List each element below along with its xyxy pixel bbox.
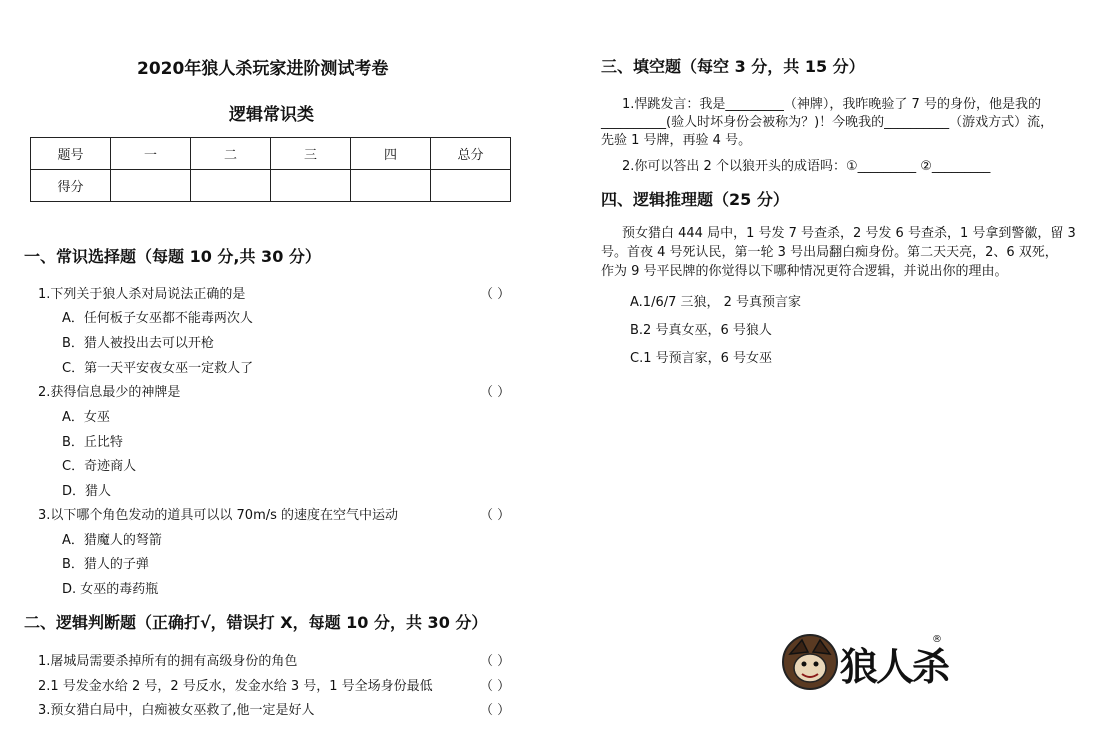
- score-input-cell[interactable]: [431, 170, 511, 202]
- section3-title: 三、填空题（每空 3 分，共 15 分）: [601, 57, 865, 76]
- section2-title: 二、逻辑判断题（正确打√，错误打 X，每题 10 分，共 30 分）: [24, 613, 488, 632]
- fill-question-line: 先验 1 号牌，再验 4 号。: [601, 133, 752, 148]
- option: A．猎魔人的弩箭: [62, 533, 162, 548]
- answer-blank[interactable]: （ ）: [480, 508, 511, 523]
- score-cell: 题号: [31, 138, 111, 170]
- score-cell: 四: [351, 138, 431, 170]
- option: B．丘比特: [62, 435, 123, 450]
- registered-mark: ®: [932, 634, 942, 645]
- exam-title: 2020年狼人杀玩家进阶测试考卷: [137, 59, 389, 79]
- logo-text: 狼人杀: [840, 644, 949, 689]
- exam-subtitle: 逻辑常识类: [229, 105, 314, 125]
- score-cell: 得分: [31, 170, 111, 202]
- option: B．猎人的子弹: [62, 557, 149, 572]
- score-cell: 一: [111, 138, 191, 170]
- judgement-item: 2.1 号发金水给 2 号，2 号反水，发金水给 3 号，1 号全场身份最低: [38, 679, 433, 694]
- answer-blank[interactable]: （ ）: [480, 287, 511, 302]
- answer-blank[interactable]: （ ）: [480, 654, 511, 669]
- option: C．第一天平安夜女巫一定救人了: [62, 361, 254, 376]
- section4-title: 四、逻辑推理题（25 分）: [601, 190, 789, 209]
- score-table: [30, 137, 511, 202]
- option: A．女巫: [62, 410, 110, 425]
- judgement-item: 1.屠城局需要杀掉所有的拥有高级身份的角色: [38, 654, 298, 669]
- fill-question: 2.你可以答出 2 个以狼开头的成语吗：①_________ ②_________: [622, 159, 991, 174]
- question: 1.下列关于狼人杀对局说法正确的是: [38, 287, 246, 302]
- fill-question-line: 1.悍跳发言：我是_________（神牌），我昨晚验了 7 号的身份，他是我的: [622, 97, 1041, 112]
- option: B.2 号真女巫，6 号狼人: [630, 323, 772, 338]
- option: A.1/6/7 三狼， 2 号真预言家: [630, 295, 802, 310]
- answer-blank[interactable]: （ ）: [480, 703, 511, 718]
- fill-question-line: __________(验人时坏身份会被称为？)！今晚我的__________（游戏方式）流，: [601, 115, 1054, 130]
- option: B．猎人被投出去可以开枪: [62, 336, 214, 351]
- question: 2.获得信息最少的神牌是: [38, 385, 181, 400]
- score-cell: 二: [191, 138, 271, 170]
- option: A．任何板子女巫都不能毒两次人: [62, 311, 253, 326]
- option: C．奇迹商人: [62, 459, 137, 474]
- score-table-score-row: [31, 170, 511, 202]
- reasoning-paragraph-line: 预女猎白 444 局中，1 号发 7 号查杀，2 号发 6 号查杀，1 号拿到警徽，留 3: [622, 226, 1076, 241]
- option: D. 女巫的毒药瓶: [62, 582, 159, 597]
- option: D．猎人: [62, 484, 112, 499]
- werewolf-logo: [780, 632, 950, 692]
- score-cell: 总分: [431, 138, 511, 170]
- werewolf-face-icon: [780, 632, 840, 692]
- score-table-header-row: [31, 138, 511, 170]
- answer-blank[interactable]: （ ）: [480, 679, 511, 694]
- question: 3.以下哪个角色发动的道具可以以 70m/s 的速度在空气中运动: [38, 508, 399, 523]
- section1-title: 一、常识选择题（每题 10 分,共 30 分）: [24, 247, 321, 266]
- reasoning-paragraph-line: 号。首夜 4 号死认民，第一轮 3 号出局翻白痴身份。第二天天亮，2、6 双死，: [601, 245, 1058, 260]
- answer-blank[interactable]: （ ）: [480, 385, 511, 400]
- reasoning-paragraph-line: 作为 9 号平民牌的你觉得以下哪种情况更符合逻辑，并说出你的理由。: [601, 264, 1008, 279]
- option: C.1 号预言家，6 号女巫: [630, 351, 773, 366]
- score-input-cell[interactable]: [351, 170, 431, 202]
- judgement-item: 3.预女猎白局中，白痴被女巫救了,他一定是好人: [38, 703, 315, 718]
- score-input-cell[interactable]: [191, 170, 271, 202]
- score-input-cell[interactable]: [271, 170, 351, 202]
- score-cell: 三: [271, 138, 351, 170]
- score-input-cell[interactable]: [111, 170, 191, 202]
